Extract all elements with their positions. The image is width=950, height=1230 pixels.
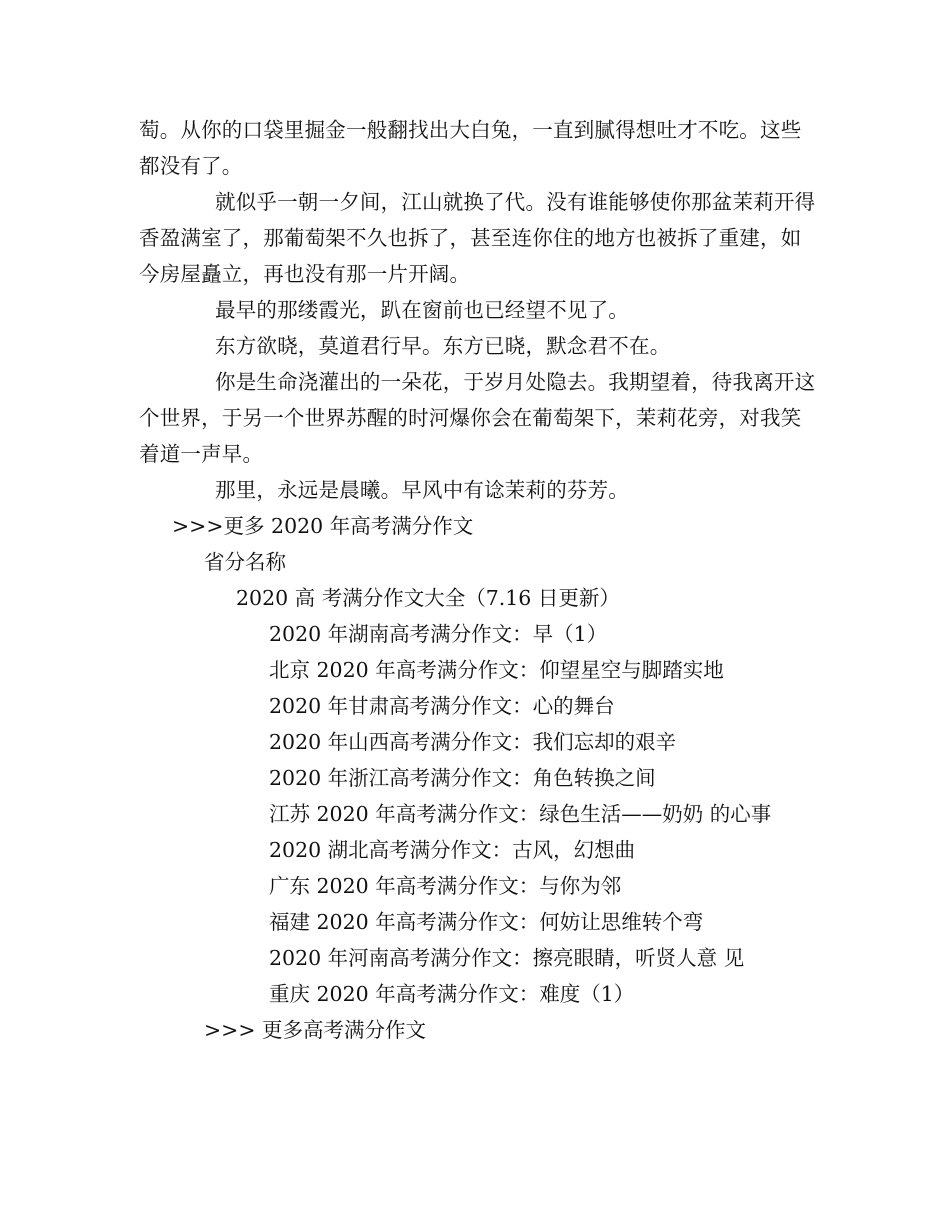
essay-link-hunan[interactable]: 2020 年湖南高考满分作文：早（1） [269,622,608,646]
essay-link-hubei[interactable]: 2020 湖北高考满分作文：古风，幻想曲 [269,838,636,862]
paragraph-6: 那里，永远是晨曦。早风中有谂茉莉的芬芳。 [215,478,629,502]
paragraph-4: 东方欲晓，莫道君行早。东方已晓，默念君不在。 [215,334,671,358]
paragraph-5: 你是生命浇灌出的一朵花，于岁月处隐去。我期望着，待我离开这个世界，于另一个世界苏醒的时河爆你会在葡萄架下，茉莉花旁，对我笑着道一声早。 [139,370,816,466]
essay-link-fujian[interactable]: 福建 2020 年高考满分作文：何妨让思维转个弯 [269,910,704,934]
essay-link-beijing[interactable]: 北京 2020 年高考满分作文：仰望星空与脚踏实地 [269,658,724,682]
more-essays-link-top[interactable]: >>>更多 2020 年高考满分作文 [172,514,474,538]
province-label: 省分名称 [204,550,286,574]
essay-link-jiangsu[interactable]: 江苏 2020 年高考满分作文：绿色生活——奶奶 的心事 [269,802,772,826]
paragraph-2: 就似乎一朝一夕间，江山就换了代。没有谁能够使你那盆茉莉开得香盈满室了，那葡萄架不久也拆了，甚至连你住的地方也被拆了重建，如今房屋矗立，再也没有那一片开阔。 [139,190,816,286]
paragraph-1: 萄。从你的口袋里掘金一般翻找出大白兔，一直到腻得想吐才不吃。这些都没有了。 [139,118,802,178]
more-essays-link-bottom[interactable]: >>> 更多高考满分作文 [204,1018,427,1042]
collection-title-link[interactable]: 2020 高 考满分作文大全（7.16 日更新） [236,586,620,610]
paragraph-3: 最早的那缕霞光，趴在窗前也已经望不见了。 [215,298,629,322]
essay-link-gansu[interactable]: 2020 年甘肃高考满分作文：心的舞台 [269,694,615,718]
essay-link-guangdong[interactable]: 广东 2020 年高考满分作文：与你为邻 [269,874,622,898]
essay-link-shanxi[interactable]: 2020 年山西高考满分作文：我们忘却的艰辛 [269,730,677,754]
essay-link-chongqing[interactable]: 重庆 2020 年高考满分作文：难度（1） [269,982,635,1006]
essay-link-henan[interactable]: 2020 年河南高考满分作文：擦亮眼睛，听贤人意 见 [269,946,745,970]
essay-link-zhejiang[interactable]: 2020 年浙江高考满分作文：角色转换之间 [269,766,656,790]
